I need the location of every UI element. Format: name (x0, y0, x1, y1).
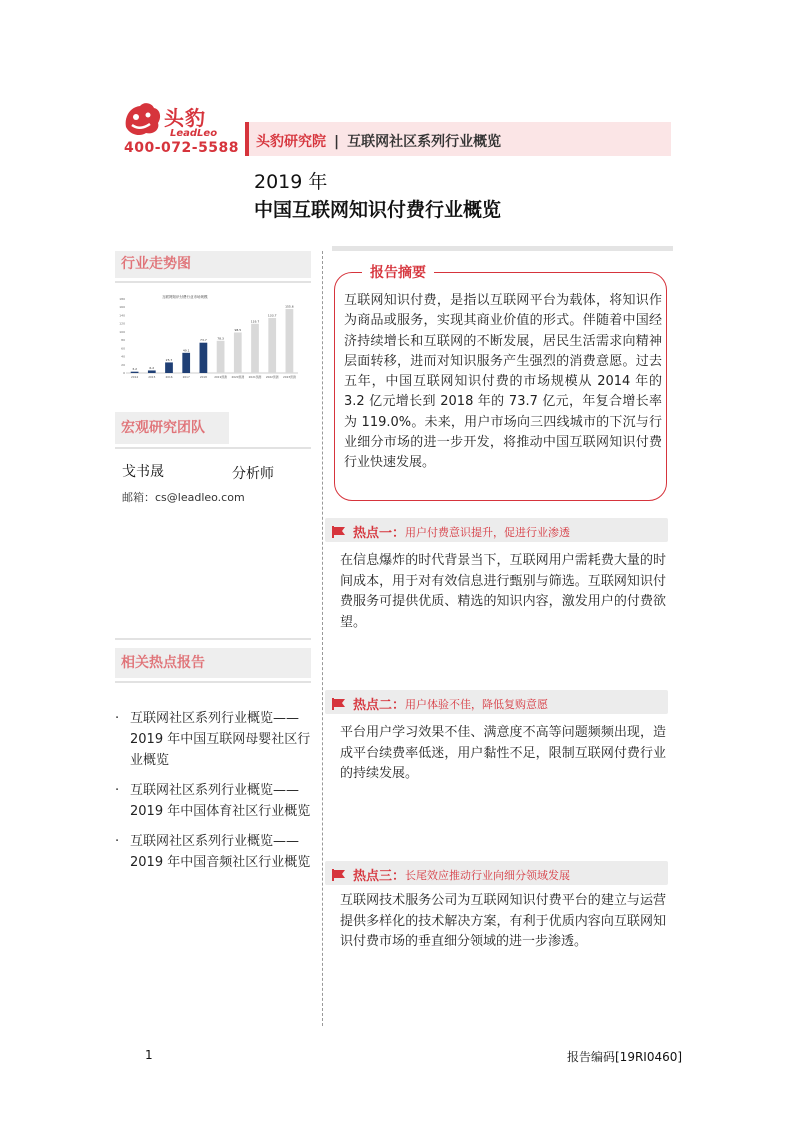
analyst-role: 分析师 (232, 466, 274, 482)
header-separator: | (334, 134, 340, 150)
chart-bar-5 (217, 341, 225, 373)
series-name: 互联网社区系列行业概览 (347, 134, 502, 150)
chart-bars (131, 309, 294, 373)
hotspot-3-text: 互联网技术服务公司为互联网知识付费平台的建立与运营提供多样化的技术解决方案，有利于优质内容向互联网知识付费市场的垂直细分领域的进一步渗透。 (340, 893, 666, 949)
trend-chart (116, 293, 300, 385)
chart-bar-8 (268, 318, 276, 373)
chart-data-label-7: 119.7 (250, 319, 260, 324)
chart-y-tick-1: 20 (121, 362, 125, 367)
header-title (256, 131, 501, 151)
team-divider (115, 447, 311, 449)
chart-bar-3 (182, 353, 190, 373)
hotspot-1-key: 热点一： (353, 526, 406, 541)
hotspot-2-text: 平台用户学习效果不佳、满意度不高等问题频频出现，造成平台续费率低迷，用户黏性不足，限制互联网付费行业的持续发展。 (340, 725, 666, 781)
analyst-email[interactable]: cs@leadleo.com (155, 491, 245, 504)
flag-icon (331, 868, 347, 882)
chart-bar-6 (234, 333, 242, 373)
hotspot-3-key: 热点三： (353, 869, 406, 884)
report-code: 报告编码[19RI0460] (567, 1050, 683, 1064)
brand-name-en: LeadLeo (170, 128, 218, 139)
analyst-email-row (122, 489, 245, 505)
chart-y-tick-9: 180 (119, 297, 125, 301)
chart-data-label-9: 155.6 (285, 304, 294, 309)
related-report-item[interactable] (113, 708, 318, 771)
right-top-bar (332, 246, 673, 251)
chart-bar-7 (251, 324, 259, 373)
team-heading: 宏观研究团队 (115, 412, 229, 444)
chart-x-tick-2: 2016 (165, 375, 173, 379)
hotspot-3-heading (331, 865, 570, 884)
trend-heading: 行业走势图 (115, 251, 311, 278)
chart-y-tick-2: 40 (121, 354, 125, 359)
flag-icon (331, 697, 347, 711)
chart-x-tick-1: 2015 (148, 375, 156, 379)
chart-data-label-0: 3.2 (132, 367, 137, 372)
trend-divider (115, 281, 311, 283)
hotspot-2-key: 热点二： (353, 698, 406, 713)
header-accent (245, 122, 249, 156)
chart-x-tick-7: 2021预测 (248, 375, 262, 379)
chart-x-tick-5: 2019预测 (214, 375, 227, 379)
related-report-title: 互联网社区系列行业概览——2019 年中国体育社区行业概览 (130, 783, 311, 819)
chart-x-tick-9: 2023预测 (283, 375, 296, 379)
summary-heading: 报告摘要 (362, 262, 434, 282)
chart-data-label-3: 49.1 (182, 348, 190, 353)
related-report-item[interactable] (113, 780, 318, 822)
chart-y-tick-7: 140 (119, 313, 125, 318)
chart-data-label-6: 98.5 (234, 328, 242, 333)
related-report-item[interactable] (113, 831, 318, 873)
bullet-icon: · (115, 834, 120, 849)
hotspot-1-heading (331, 522, 570, 541)
chart-x-tick-4: 2018 (199, 375, 207, 379)
chart-data-label-4: 73.7 (200, 338, 207, 343)
chart-x-tick-3: 2017 (182, 375, 190, 379)
hotspot-2-title: 用户体验不佳，降低复购意愿 (405, 697, 549, 711)
hotspot-1-text: 在信息爆炸的时代背景当下，互联网用户需耗费大量的时间成本，用于对有效信息进行甄别与筛选。互联网知识付费服务可提供优质、精选的知识内容，激发用户的付费欲望。 (340, 553, 666, 630)
chart-x-tick-0: 2014 (131, 375, 139, 379)
chart-bar-2 (165, 362, 173, 373)
chart-bar-0 (131, 372, 139, 373)
chart-y-tick-3: 60 (121, 346, 125, 351)
chart-bar-1 (148, 370, 156, 373)
email-label: 邮箱： (122, 491, 155, 504)
related-report-list (113, 708, 318, 882)
chart-bar-4 (200, 343, 208, 373)
chart-y-tick-0: 0 (123, 371, 125, 375)
related-top-divider (115, 638, 311, 640)
chart-title: 互联网知识付费行业市场规模 (162, 295, 208, 299)
hotspot-3-title: 长尾效应推动行业向细分领域发展 (405, 868, 571, 882)
chart-data-label-1: 6.2 (149, 365, 155, 370)
summary-text: 互联网知识付费，是指以互联网平台为载体，将知识作为商品或服务，实现其商业价值的形式。伴随着中国经济持续增长和互联网的不断发展，居民生活需求向精神层面转移，进而对知识服务产生强烈的消费意愿。过去五年，中国互联网知识付费的市场规模从 2014 年的 3.2 亿元增长到 2018 年的 73.7 亿元，年复合增长率为 119.0%。未来，用户市场向三四线城市的下沉与行业细分市场的进一步开发，将推动中国互联网知识付费行业快速发展。 (344, 293, 662, 471)
related-report-title: 互联网社区系列行业概览——2019 年中国音频社区行业概览 (130, 834, 311, 870)
hotspot-2-heading (331, 694, 548, 713)
chart-x-tick-6: 2020预测 (231, 375, 245, 379)
brand-name-cn: 头豹 (164, 106, 206, 130)
chart-y-tick-8: 160 (119, 305, 125, 310)
bullet-icon: · (115, 783, 120, 798)
chart-x-tick-8: 2022预测 (265, 375, 279, 379)
related-report-title: 互联网社区系列行业概览——2019 年中国互联网母婴社区行业概览 (130, 711, 311, 768)
flag-icon (331, 525, 347, 539)
column-divider (322, 251, 323, 1026)
hotspot-1-title: 用户付费意识提升，促进行业渗透 (405, 525, 571, 539)
chart-y-tick-4: 80 (121, 338, 125, 343)
chart-data-label-5: 78.3 (217, 336, 224, 341)
related-divider (115, 681, 311, 683)
chart-xticks (131, 375, 296, 379)
chart-data-label-2: 25.7 (165, 357, 173, 362)
analyst-name: 戈书晟 (122, 464, 164, 480)
related-heading: 相关热点报告 (115, 648, 311, 678)
bullet-icon: · (115, 711, 120, 726)
phone-number: 400-072-5588 (124, 140, 240, 156)
report-year: 2019 年 (254, 171, 328, 193)
page-number: 1 (145, 1048, 153, 1062)
chart-bar-9 (286, 309, 294, 373)
chart-y-tick-6: 120 (119, 321, 125, 326)
chart-data-label-8: 133.7 (267, 313, 277, 318)
report-title: 中国互联网知识付费行业概览 (254, 199, 502, 221)
chart-y-tick-5: 100 (119, 329, 125, 334)
institute-name: 头豹研究院 (256, 134, 326, 150)
